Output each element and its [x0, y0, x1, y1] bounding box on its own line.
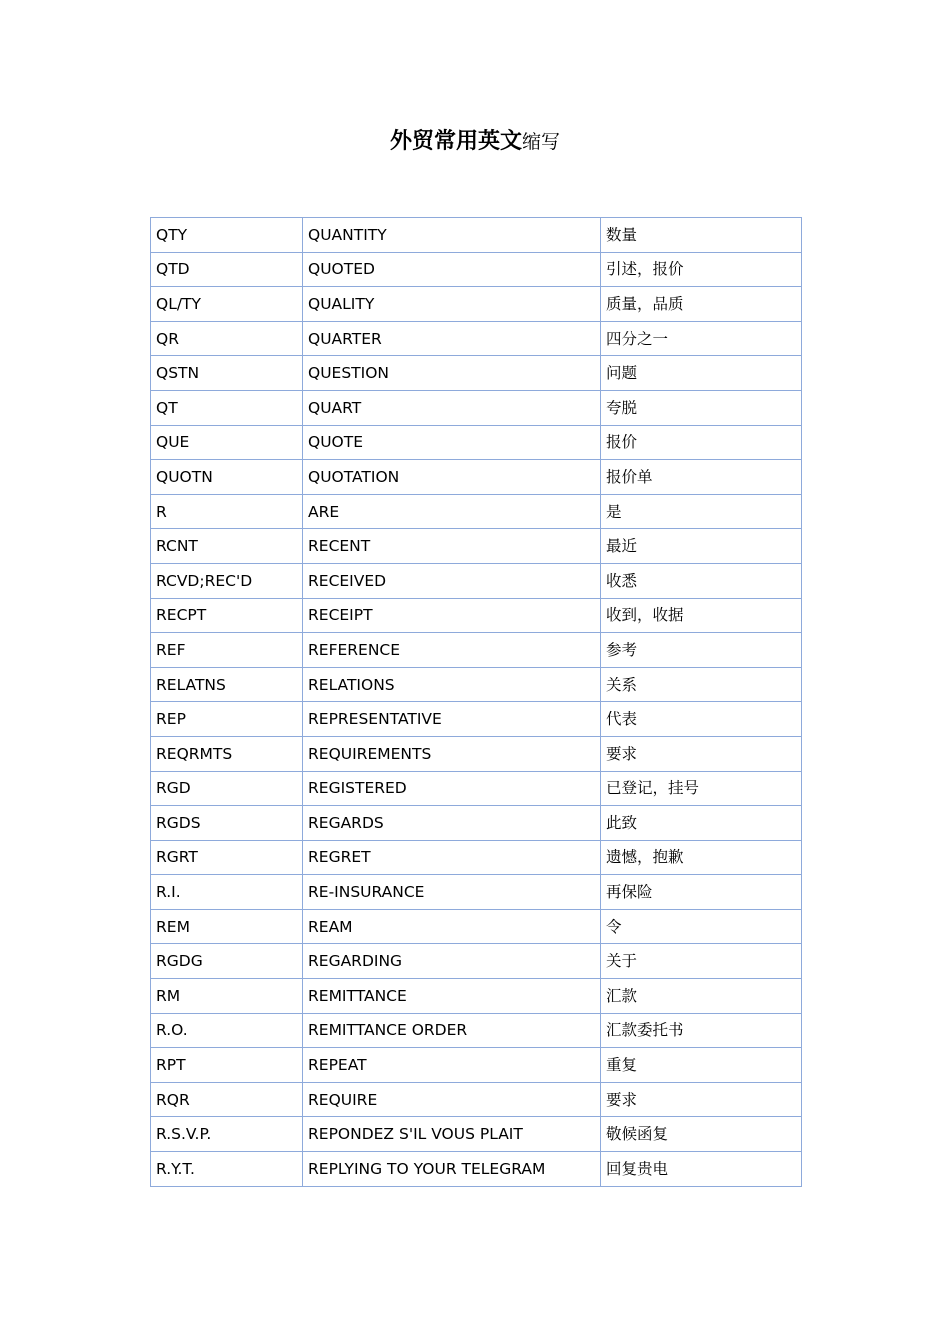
abbreviation-cell: R.Y.T. — [151, 1152, 303, 1187]
table-row — [151, 771, 802, 806]
chinese-meaning-cell: 汇款委托书 — [601, 1013, 802, 1048]
abbreviation-cell: RCVD;REC'D — [151, 563, 303, 598]
page-title-main: 外贸常用英文 — [389, 128, 522, 154]
abbreviation-cell: QUE — [151, 425, 303, 460]
abbreviation-cell: QUOTN — [151, 460, 303, 495]
full-term-cell: QUOTATION — [303, 460, 601, 495]
full-term-cell: REAM — [303, 909, 601, 944]
page-title — [0, 120, 950, 159]
abbreviation-cell: RGDG — [151, 944, 303, 979]
chinese-meaning-cell: 质量，品质 — [601, 287, 802, 322]
chinese-meaning-cell: 已登记，挂号 — [601, 771, 802, 806]
table-row — [151, 944, 802, 979]
full-term-cell: RECEIVED — [303, 563, 601, 598]
abbreviation-cell: QR — [151, 321, 303, 356]
full-term-cell: QUESTION — [303, 356, 601, 391]
full-term-cell: REPEAT — [303, 1048, 601, 1083]
full-term-cell: REGRET — [303, 840, 601, 875]
full-term-cell: REPRESENTATIVE — [303, 702, 601, 737]
table-row — [151, 979, 802, 1014]
abbreviation-cell: RPT — [151, 1048, 303, 1083]
table-row — [151, 1048, 802, 1083]
table-row — [151, 529, 802, 564]
full-term-cell: QUARTER — [303, 321, 601, 356]
abbreviation-cell: REM — [151, 909, 303, 944]
full-term-cell: QUART — [303, 390, 601, 425]
abbreviation-cell: RGDS — [151, 806, 303, 841]
full-term-cell: REMITTANCE — [303, 979, 601, 1014]
full-term-cell: QUOTE — [303, 425, 601, 460]
abbreviation-table-body — [151, 218, 802, 1187]
table-row — [151, 736, 802, 771]
full-term-cell: QUALITY — [303, 287, 601, 322]
chinese-meaning-cell: 要求 — [601, 1082, 802, 1117]
abbreviation-cell: QT — [151, 390, 303, 425]
table-row — [151, 1152, 802, 1187]
abbreviation-cell: RECPT — [151, 598, 303, 633]
chinese-meaning-cell: 收到，收据 — [601, 598, 802, 633]
full-term-cell: RE-INSURANCE — [303, 875, 601, 910]
abbreviation-cell: R.I. — [151, 875, 303, 910]
abbreviation-table — [150, 217, 802, 1187]
table-row — [151, 460, 802, 495]
abbreviation-cell: QSTN — [151, 356, 303, 391]
abbreviation-cell: RCNT — [151, 529, 303, 564]
table-row — [151, 875, 802, 910]
table-row — [151, 287, 802, 322]
chinese-meaning-cell: 代表 — [601, 702, 802, 737]
table-row — [151, 218, 802, 253]
abbreviation-cell: R.S.V.P. — [151, 1117, 303, 1152]
page-title-suffix: 缩写 — [522, 131, 561, 153]
full-term-cell: RELATIONS — [303, 667, 601, 702]
chinese-meaning-cell: 回复贵电 — [601, 1152, 802, 1187]
full-term-cell: REQUIRE — [303, 1082, 601, 1117]
table-row — [151, 563, 802, 598]
full-term-cell: RECENT — [303, 529, 601, 564]
abbreviation-cell: REP — [151, 702, 303, 737]
table-row — [151, 1082, 802, 1117]
table-row — [151, 1117, 802, 1152]
chinese-meaning-cell: 问题 — [601, 356, 802, 391]
abbreviation-cell: REQRMTS — [151, 736, 303, 771]
table-row — [151, 840, 802, 875]
chinese-meaning-cell: 遗憾，抱歉 — [601, 840, 802, 875]
chinese-meaning-cell: 令 — [601, 909, 802, 944]
abbreviation-cell: RGD — [151, 771, 303, 806]
chinese-meaning-cell: 最近 — [601, 529, 802, 564]
chinese-meaning-cell: 再保险 — [601, 875, 802, 910]
chinese-meaning-cell: 汇款 — [601, 979, 802, 1014]
table-row — [151, 806, 802, 841]
chinese-meaning-cell: 要求 — [601, 736, 802, 771]
abbreviation-cell: R.O. — [151, 1013, 303, 1048]
full-term-cell: ARE — [303, 494, 601, 529]
table-row — [151, 390, 802, 425]
table-row — [151, 252, 802, 287]
abbreviation-cell: RM — [151, 979, 303, 1014]
table-row — [151, 598, 802, 633]
full-term-cell: REGISTERED — [303, 771, 601, 806]
chinese-meaning-cell: 夸脱 — [601, 390, 802, 425]
full-term-cell: QUOTED — [303, 252, 601, 287]
chinese-meaning-cell: 重复 — [601, 1048, 802, 1083]
full-term-cell: REFERENCE — [303, 633, 601, 668]
chinese-meaning-cell: 此致 — [601, 806, 802, 841]
chinese-meaning-cell: 是 — [601, 494, 802, 529]
full-term-cell: RECEIPT — [303, 598, 601, 633]
chinese-meaning-cell: 参考 — [601, 633, 802, 668]
full-term-cell: REGARDS — [303, 806, 601, 841]
abbreviation-cell: RQR — [151, 1082, 303, 1117]
chinese-meaning-cell: 数量 — [601, 218, 802, 253]
full-term-cell: REQUIREMENTS — [303, 736, 601, 771]
chinese-meaning-cell: 关于 — [601, 944, 802, 979]
full-term-cell: REMITTANCE ORDER — [303, 1013, 601, 1048]
abbreviation-cell: QL/TY — [151, 287, 303, 322]
table-row — [151, 1013, 802, 1048]
chinese-meaning-cell: 报价单 — [601, 460, 802, 495]
abbreviation-cell: RELATNS — [151, 667, 303, 702]
full-term-cell: QUANTITY — [303, 218, 601, 253]
table-row — [151, 909, 802, 944]
table-row — [151, 321, 802, 356]
full-term-cell: REGARDING — [303, 944, 601, 979]
full-term-cell: REPONDEZ S'IL VOUS PLAIT — [303, 1117, 601, 1152]
abbreviation-cell: QTD — [151, 252, 303, 287]
chinese-meaning-cell: 四分之一 — [601, 321, 802, 356]
chinese-meaning-cell: 报价 — [601, 425, 802, 460]
chinese-meaning-cell: 敬候函复 — [601, 1117, 802, 1152]
abbreviation-cell: QTY — [151, 218, 303, 253]
table-row — [151, 702, 802, 737]
table-row — [151, 667, 802, 702]
abbreviation-cell: RGRT — [151, 840, 303, 875]
chinese-meaning-cell: 引述，报价 — [601, 252, 802, 287]
chinese-meaning-cell: 关系 — [601, 667, 802, 702]
table-row — [151, 494, 802, 529]
table-row — [151, 356, 802, 391]
abbreviation-cell: R — [151, 494, 303, 529]
full-term-cell: REPLYING TO YOUR TELEGRAM — [303, 1152, 601, 1187]
abbreviation-cell: REF — [151, 633, 303, 668]
table-row — [151, 633, 802, 668]
table-row — [151, 425, 802, 460]
chinese-meaning-cell: 收悉 — [601, 563, 802, 598]
